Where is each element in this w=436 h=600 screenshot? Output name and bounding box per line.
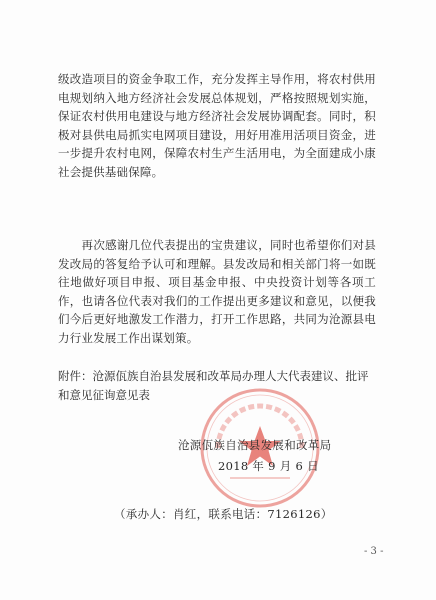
attachment-title: 沧源佤族自治县发展和改革局办理人大代表建议、批评和意见征询意见表 [58, 369, 369, 402]
contact-line: （承办人：肖红，联系电话：7126126） [114, 507, 333, 521]
body-paragraph-2: 再次感谢几位代表提出的宝贵建议，同时也希望你们对县发改局的答复给予认可和理解。县发改局和相关部门将一如既往地做好项目申报、项目基金申报、中央投资计划等各项工作，也请各位代表对我们的工作提出更多建议和意见，以便我们今后更好地激发工作潜力，打开工作思路，共同为沧源县电力行业发展工作出谋划策。 [58, 238, 376, 345]
page-number: - 3 - [364, 546, 384, 557]
issue-date: 2018 年 9 月 6 日 [218, 459, 319, 473]
issuing-organization: 沧源佤族自治县发展和改革局 [178, 438, 332, 452]
attachment-label: 附件： [58, 369, 93, 383]
body-paragraph-1: 级改造项目的资金争取工作，充分发挥主导作用，将农村供用电规划纳入地方经济社会发展总体规划，严格按照规划实施，保证农村供用电建设与地方经济社会发展协调配套。同时，积极对县供电局抓实电网项目建设，用好用准用活项目资金，进一步提升农村电网，保障农村生产生活用电，为全面建成小康社会提供基础保障。 [58, 72, 376, 179]
